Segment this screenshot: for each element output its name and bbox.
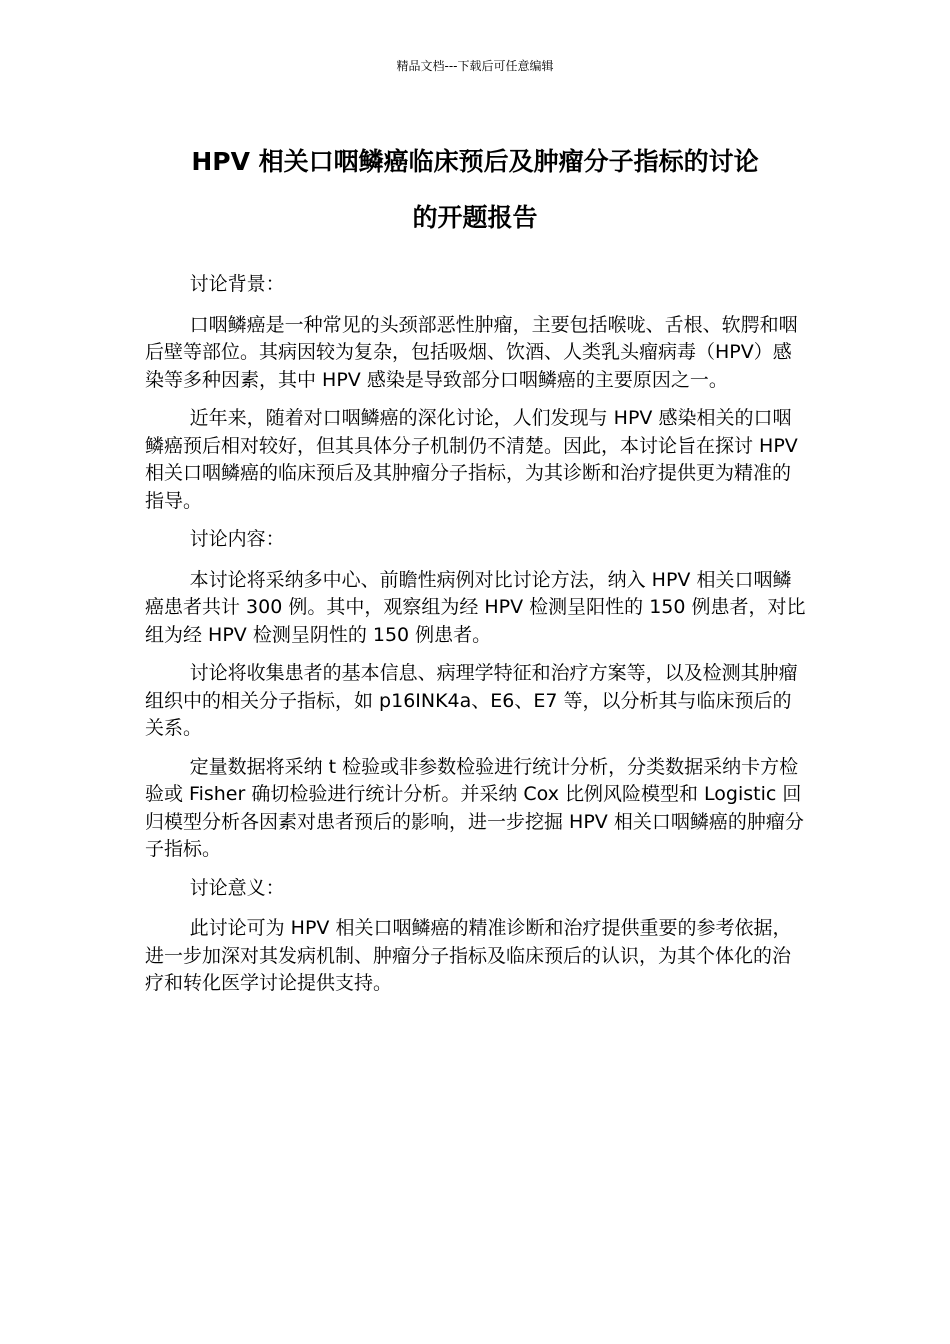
content-heading: 讨论内容： — [189, 528, 285, 550]
page-header: 精品文档---下载后可任意编辑 — [396, 59, 554, 73]
content-paragraph-3: 定量数据将采纳 t 检验或非参数检验进行统计分析，分类数据采纳卡方检验或 Fisher 确切检验进行统计分析。并采纳 Cox 比例风险模型和 Logistic 回归模型分析各因素对患者预后的影响，进一步挖掘 HPV 相关口咽鳞癌的肿瘤分子指标。 — [145, 755, 804, 860]
content-paragraph-2: 讨论将收集患者的基本信息、病理学特征和治疗方案等，以及检测其肿瘤组织中的相关分子指标，如 p16INK4a、E6、E7 等，以分析其与临床预后的关系。 — [145, 662, 798, 739]
document-title-line-1: HPV 相关口咽鳞癌临床预后及肿瘤分子指标的讨论 — [191, 147, 759, 176]
significance-heading: 讨论意义： — [189, 876, 285, 899]
content-paragraph-1: 本讨论将采纳多中心、前瞻性病例对比讨论方法，纳入 HPV 相关口咽鳞癌患者共计 300 例。其中，观察组为经 HPV 检测呈阳性的 150 例患者，对比组为经 HPV 检测呈阴性的 150 例患者。 — [145, 568, 806, 646]
document-body — [145, 271, 807, 1009]
background-heading: 讨论背景： — [189, 273, 285, 295]
background-paragraph-2: 近年来，随着对口咽鳞癌的深化讨论，人们发现与 HPV 感染相关的口咽鳞癌预后相对较好，但其具体分子机制仍不清楚。因此，本讨论旨在探讨 HPV 相关口咽鳞癌的临床预后及其肿瘤分子指标，为其诊断和治疗提供更为精准的指导。 — [145, 407, 798, 512]
significance-paragraph-1: 此讨论可为 HPV 相关口咽鳞癌的精准诊断和治疗提供重要的参考依据，进一步加深对其发病机制、肿瘤分子指标及临床预后的认识，为其个体化的治疗和转化医学讨论提供支持。 — [145, 917, 792, 994]
background-paragraph-1: 口咽鳞癌是一种常见的头颈部恶性肿瘤，主要包括喉咙、舌根、软腭和咽后壁等部位。其病因较为复杂，包括吸烟、饮酒、人类乳头瘤病毒（HPV）感染等多种因素，其中 HPV 感染是导致部分口咽鳞癌的主要原因之一。 — [145, 313, 798, 391]
document-title-line-2: 的开题报告 — [412, 203, 538, 232]
document-title — [145, 134, 805, 246]
